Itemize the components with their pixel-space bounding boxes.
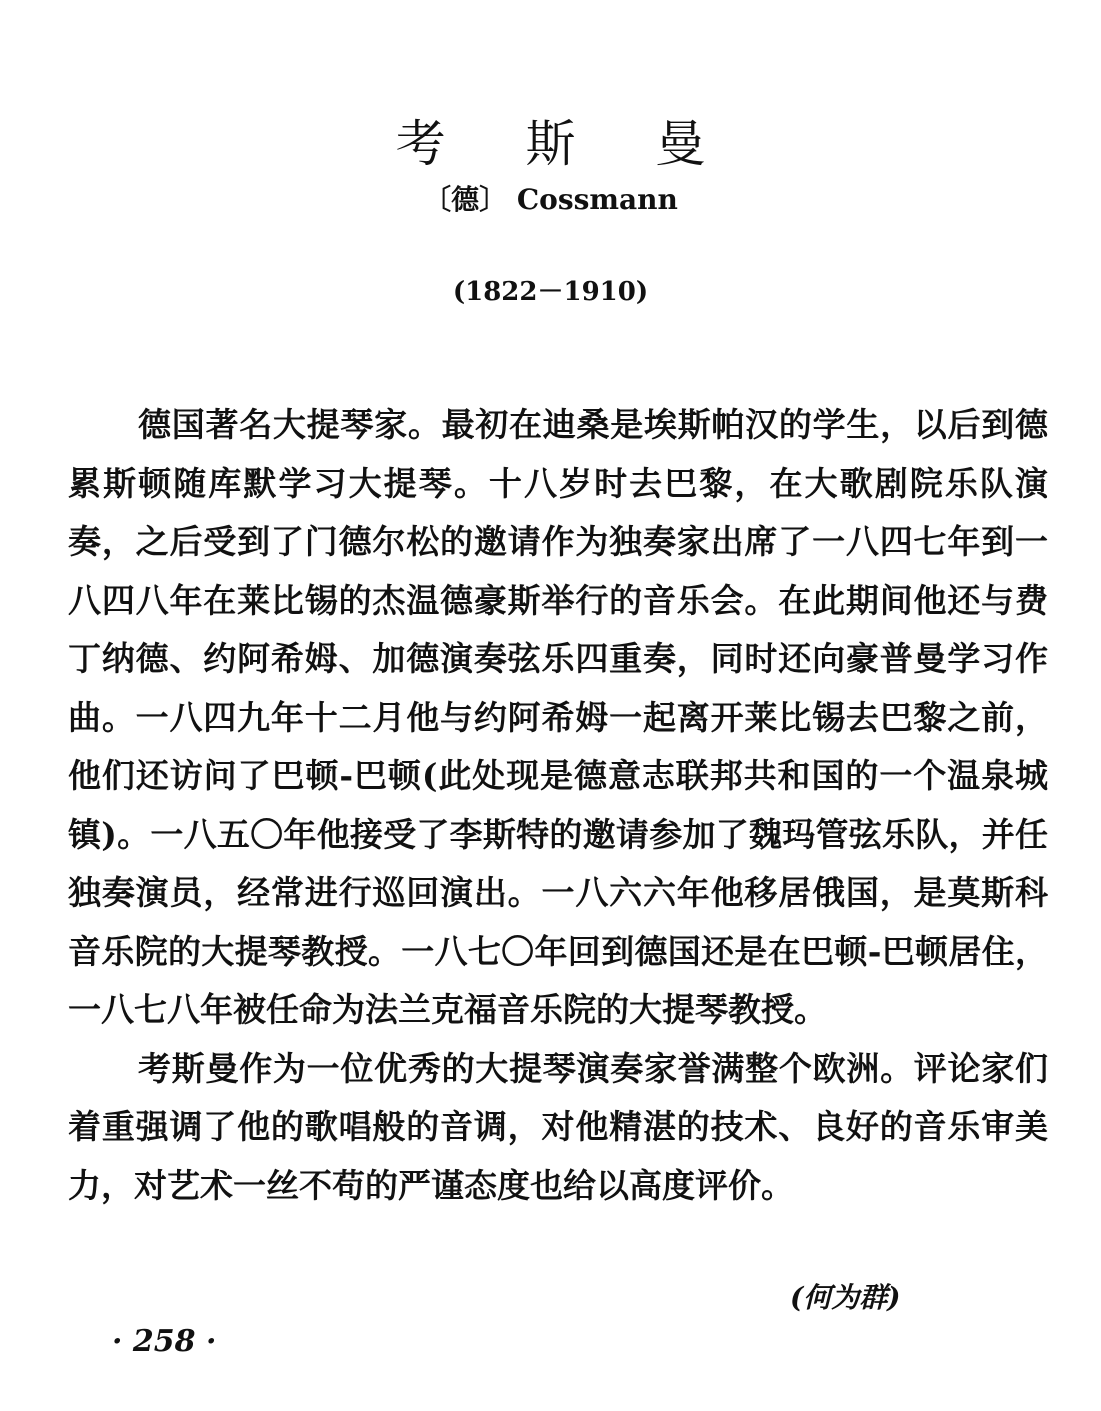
paragraph-1: 德国著名大提琴家。最初在迪桑是埃斯帕汉的学生，以后到德累斯顿随库默学习大提琴。十八岁时去巴黎，在大歌剧院乐队演奏，之后受到了门德尔松的邀请作为独奏家出席了一八四七年到一八四八年在莱比锡的杰温德豪斯举行的音乐会。在此期间他还与费丁纳德、约阿希姆、加德演奏弦乐四重奏，同时还向豪普曼学习作曲。一八四九年十二月他与约阿希姆一起离开莱比锡去巴黎之前，他们还访问了巴顿-巴顿(此处现是德意志联邦共和国的一个温泉城镇)。一八五〇年他接受了李斯特的邀请参加了魏玛管弦乐队，并任独奏演员，经常进行巡回演出。一八六六年他移居俄国，是莫斯科音乐院的大提琴教授。一八七〇年回到德国还是在巴顿-巴顿居住，一八七八年被任命为法兰克福音乐院的大提琴教授。 <box>68 405 1048 1029</box>
page-number: · 258 · <box>112 1324 217 1359</box>
body-text <box>68 396 1048 1215</box>
paragraph-2: 考斯曼作为一位优秀的大提琴演奏家誉满整个欧洲。评论家们着重强调了他的歌唱般的音调，对他精湛的技术、良好的音乐审美力，对艺术一丝不苟的严谨态度也给以高度评价。 <box>68 1048 1048 1205</box>
subtitle: 〔德〕 Cossmann <box>423 183 678 216</box>
life-dates: (1822－1910) <box>452 277 649 307</box>
author-credit: (何为群) <box>790 1281 901 1314</box>
page-title: 考 斯 曼 <box>395 114 738 173</box>
